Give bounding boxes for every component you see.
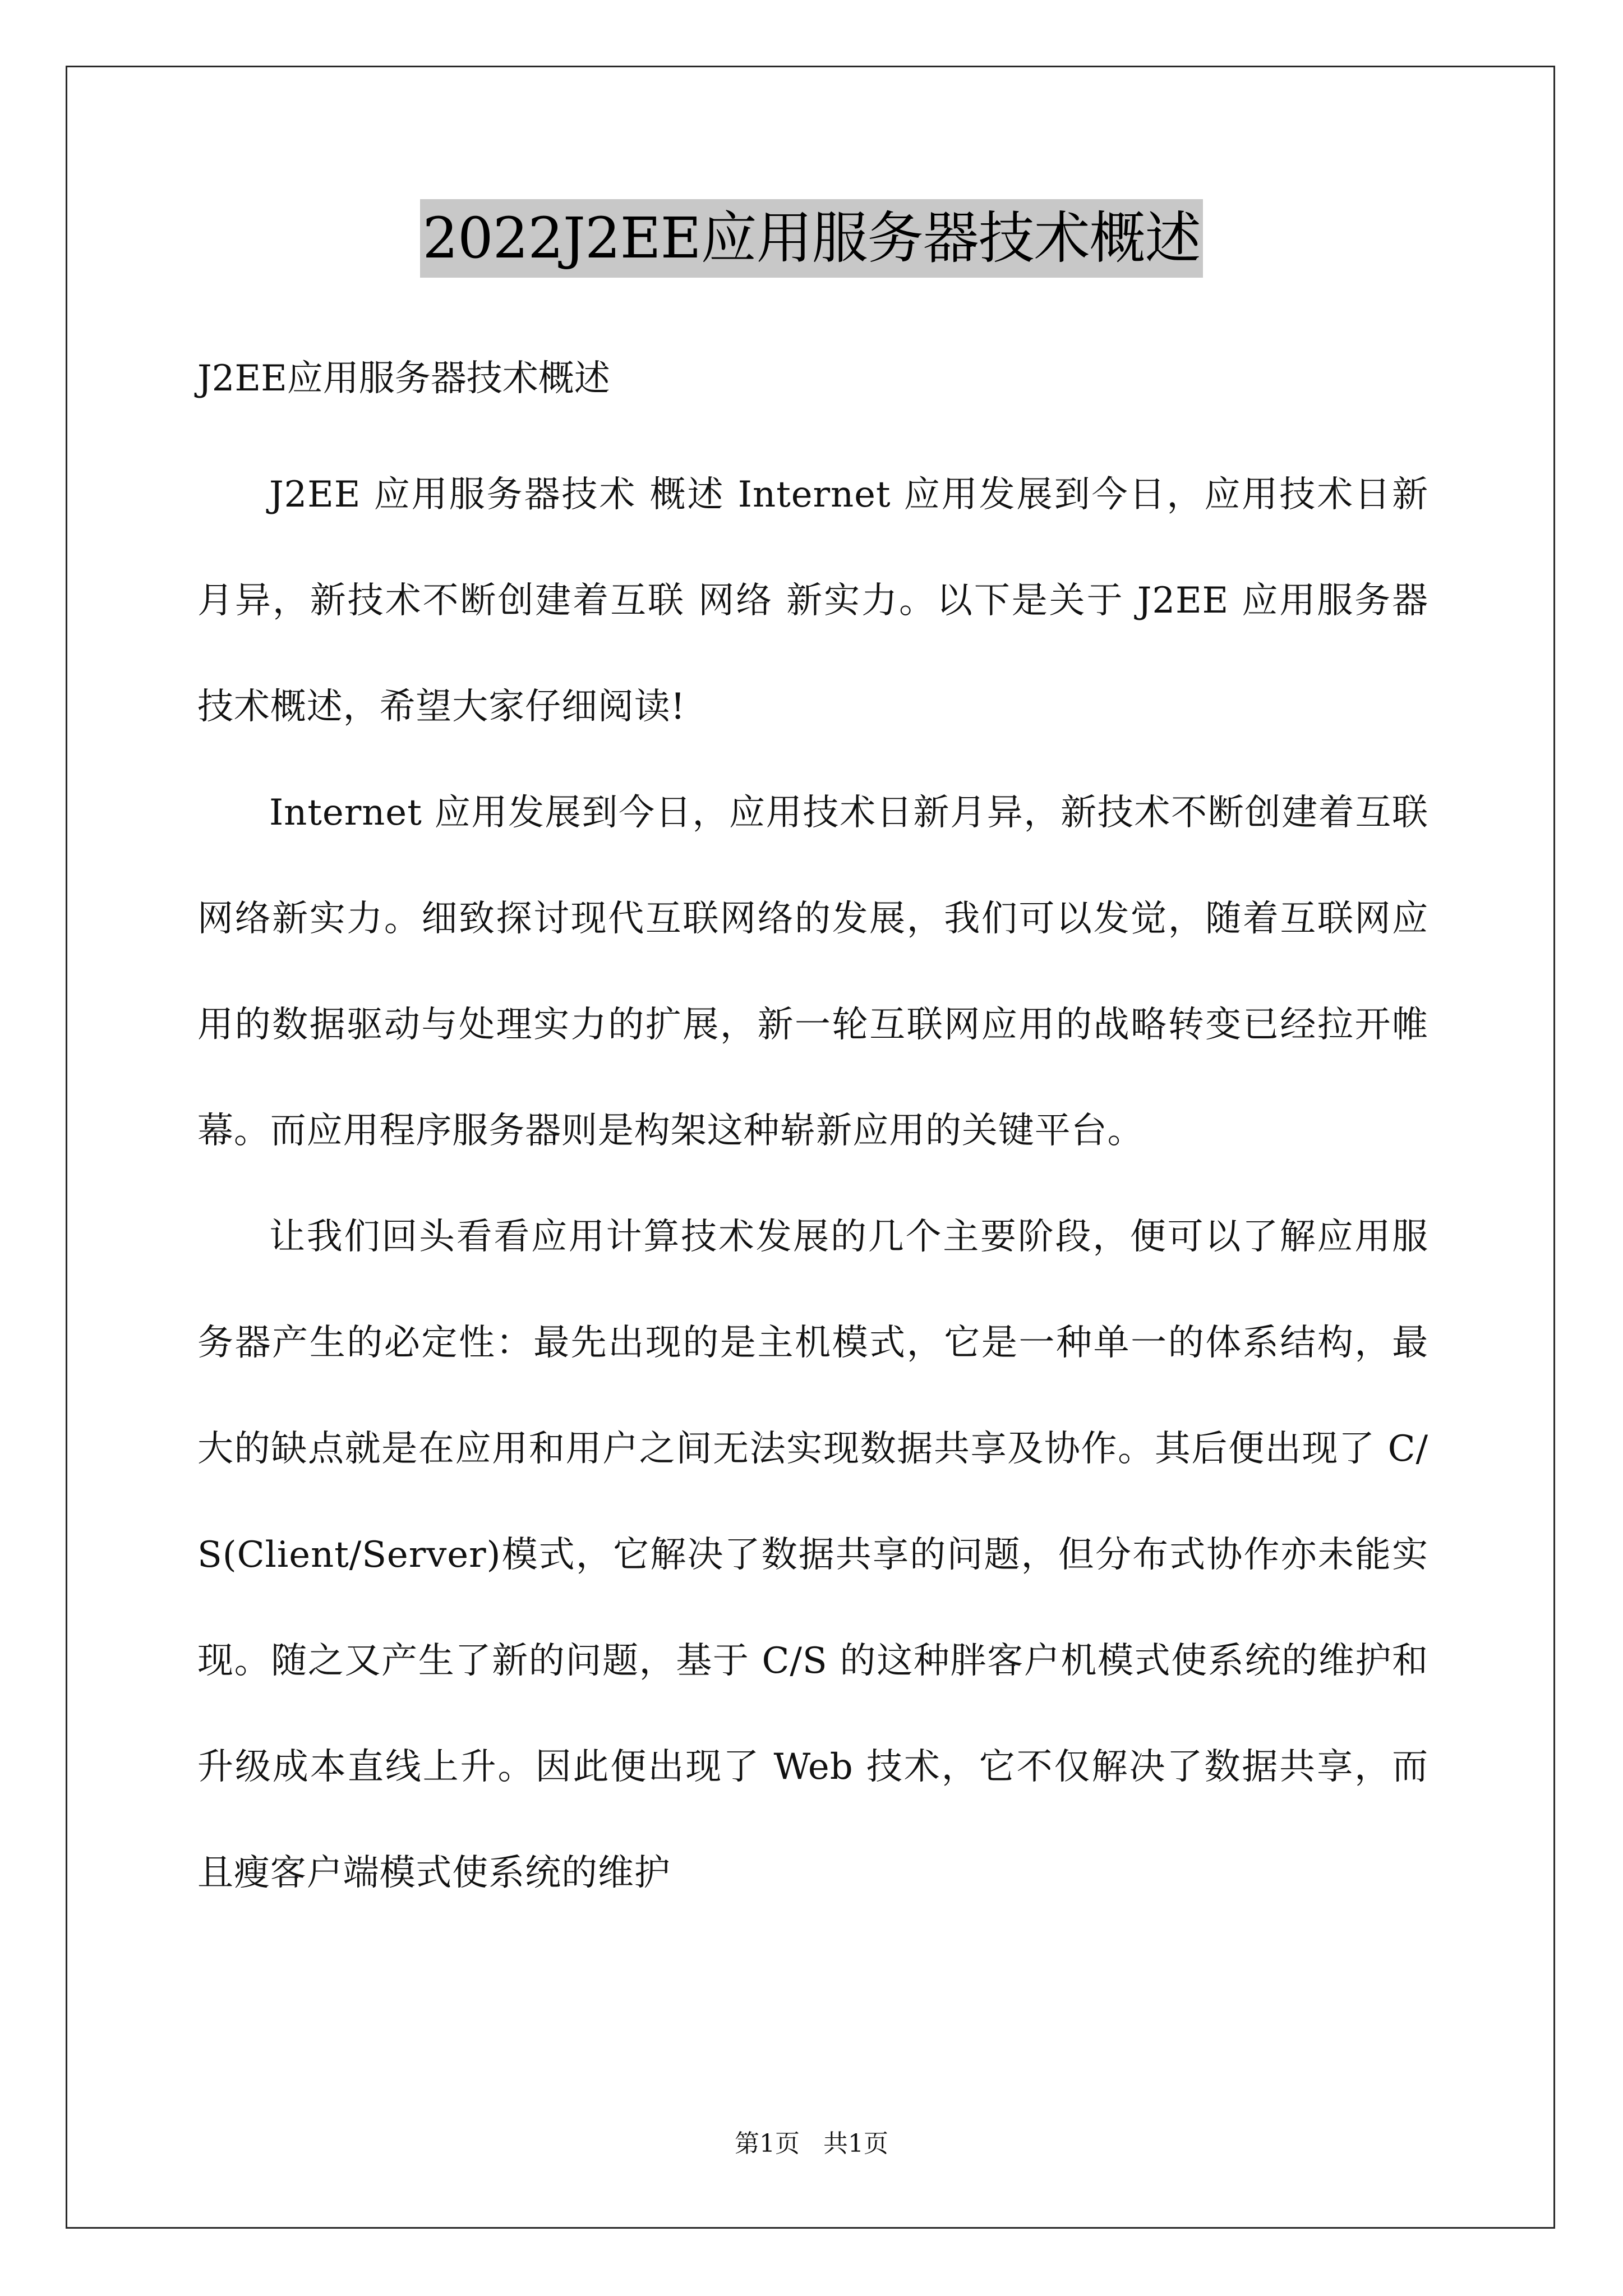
document-body bbox=[197, 337, 1428, 1926]
page-footer: 第1页 共1页 bbox=[735, 2129, 888, 2158]
paragraph: J2EE 应用服务器技术 概述 Internet 应用发展到今日，应用技术日新月异，新技术不断创建着互联 网络 新实力。以下是关于 J2EE 应用服务器技术概述，希望大家仔细阅读! bbox=[197, 474, 1428, 728]
paragraph: 让我们回头看看应用计算技术发展的几个主要阶段，便可以了解应用服务器产生的必定性：最先出现的是主机模式，它是一种单一的体系结构，最大的缺点就是在应用和用户之间无法实现数据共享及协作。其后便出现了 C/S(Client/Server)模式，它解决了数据共享的问题，但分布式协作亦未能实现。随之又产生了新的问题，基于 C/S 的这种胖客户机模式使系统的维护和升级成本直线上升。因此便出现了 Web 技术，它不仅解决了数据共享，而且瘦客户端模式使系统的维护 bbox=[197, 1216, 1428, 1894]
document-title: 2022J2EE应用服务器技术概述 bbox=[420, 199, 1202, 278]
title-container bbox=[0, 199, 1623, 278]
paragraph: Internet 应用发展到今日，应用技术日新月异，新技术不断创建着互联网络新实力。细致探讨现代互联网络的发展，我们可以发觉，随着互联网应用的数据驱动与处理实力的扩展，新一轮互联网应用的战略转变已经拉开帷幕。而应用程序服务器则是构架这种崭新应用的关键平台。 bbox=[197, 792, 1428, 1152]
document-subtitle: J2EE应用服务器技术概述 bbox=[197, 358, 610, 399]
